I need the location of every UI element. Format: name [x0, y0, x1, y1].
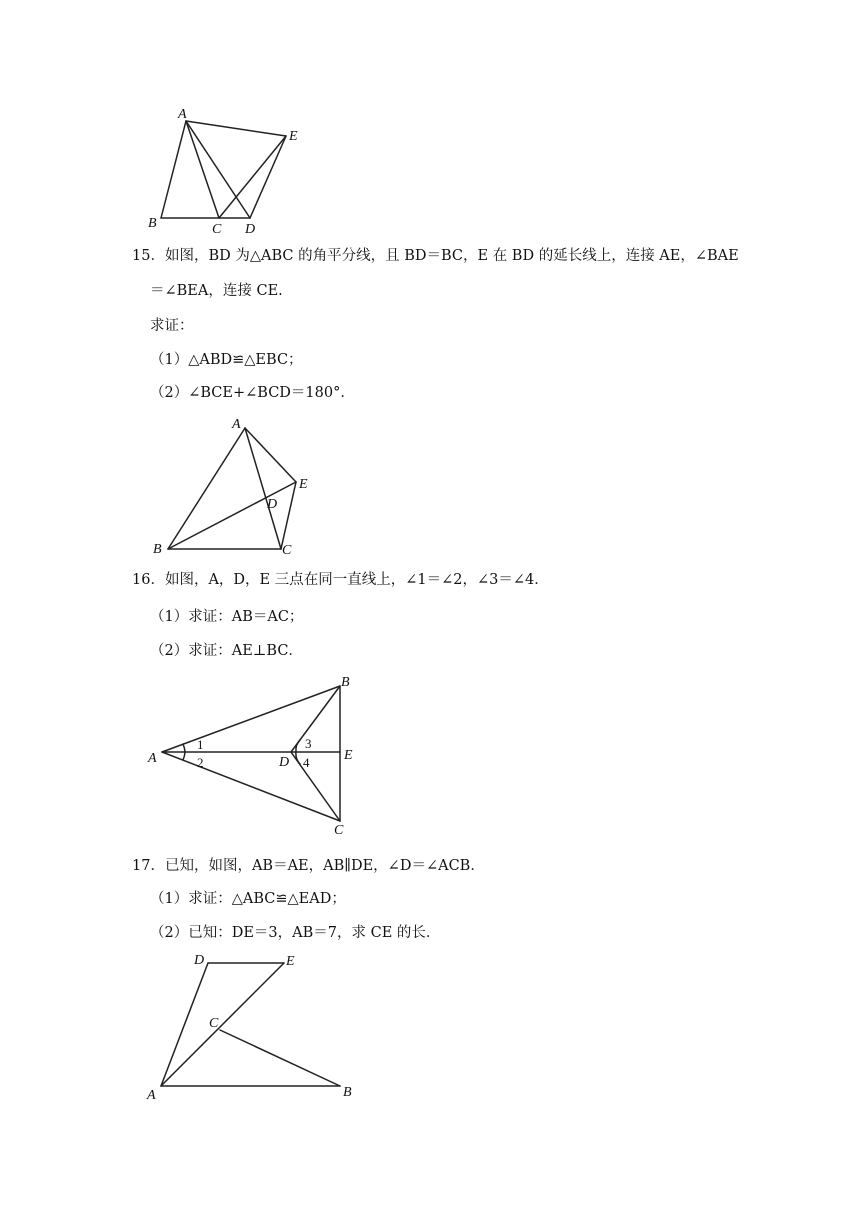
- fig14-label-e: E: [289, 129, 298, 144]
- fig16-angle-3: 3: [305, 736, 312, 751]
- fig17-label-d: D: [194, 953, 205, 968]
- fig16-label-b: B: [341, 675, 350, 690]
- fig15-label-d: D: [267, 497, 278, 512]
- fig15-label-e: E: [299, 477, 308, 492]
- q15-prompt: 求证：: [150, 318, 194, 334]
- fig14-label-d: D: [245, 222, 256, 237]
- fig14-label-c: C: [212, 222, 222, 237]
- fig15-label-b: B: [153, 542, 162, 557]
- q15-part1: （1）△ABD≌△EBC；: [150, 352, 303, 368]
- q16-part2: （2）求证：AE⊥BC．: [150, 643, 303, 659]
- fig14-label-a: A: [178, 107, 187, 122]
- fig16-label-d: D: [279, 755, 290, 770]
- q17-part2: （2）已知：DE＝3，AB＝7，求 CE 的长．: [150, 925, 441, 941]
- q17-part1: （1）求证：△ABC≌△EAD；: [150, 891, 346, 907]
- fig16-angle-2: 2: [197, 755, 204, 770]
- fig16-label-a: A: [148, 751, 157, 766]
- fig16-label-c: C: [334, 823, 344, 838]
- q15-part2: （2）∠BCE+∠BCD＝180°．: [150, 385, 355, 401]
- fig14-label-b: B: [148, 216, 157, 231]
- q15-statement-line2: ＝∠BEA，连接 CE.: [150, 283, 283, 299]
- q16-statement: 16．如图，A，D，E 三点在同一直线上，∠1＝∠2，∠3＝∠4．: [132, 572, 549, 588]
- fig17-label-a: A: [147, 1088, 156, 1103]
- fig16-label-e: E: [344, 748, 353, 763]
- fig16-angle-1: 1: [197, 737, 204, 752]
- q16-part1: （1）求证：AB＝AC；: [150, 609, 304, 625]
- fig15-label-c: C: [282, 543, 292, 558]
- fig15-label-a: A: [232, 417, 241, 432]
- fig16-angle-4: 4: [303, 755, 310, 770]
- q17-statement: 17．已知，如图，AB＝AE，AB∥DE，∠D＝∠ACB．: [132, 858, 485, 874]
- q15-statement-line1: 15．如图，BD 为△ABC 的角平分线，且 BD＝BC，E 在 BD 的延长线上，连接 AE，∠BAE: [132, 248, 739, 264]
- fig17-label-c: C: [209, 1016, 219, 1031]
- fig17-label-b: B: [343, 1085, 352, 1100]
- fig17-label-e: E: [286, 954, 295, 969]
